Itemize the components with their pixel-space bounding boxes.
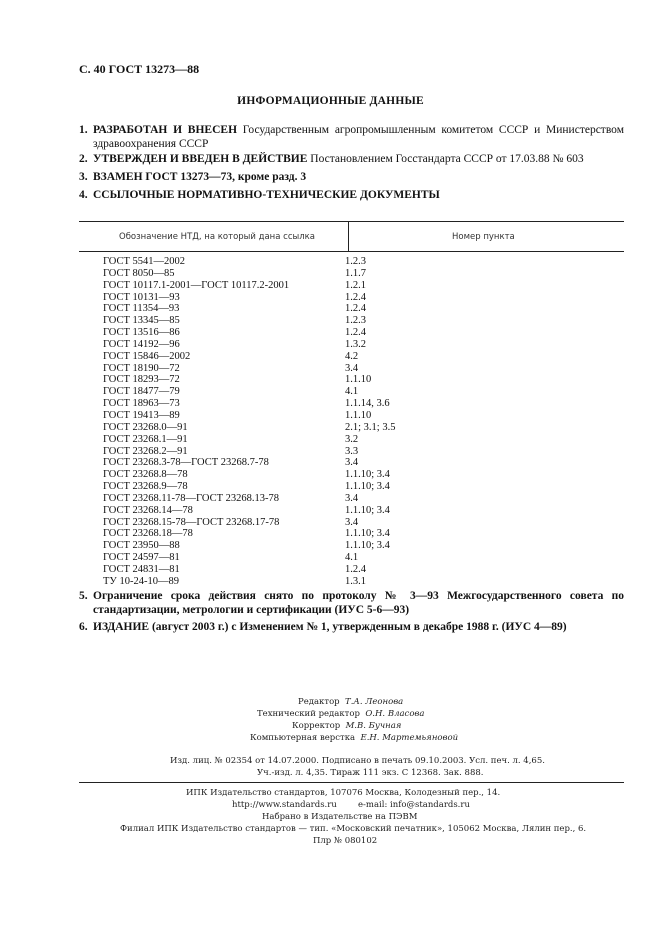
table-cell-document: ГОСТ 8050—85 — [103, 267, 175, 279]
table-cell-clause: 3.4 — [345, 492, 359, 504]
table-row — [103, 446, 543, 458]
table-cell-clause: 3.3 — [345, 445, 359, 457]
table-cell-document: ГОСТ 18293—72 — [103, 374, 180, 386]
imprint-corrector: Корректор М.В. Бучная — [292, 721, 402, 731]
table-row — [103, 422, 543, 434]
table-cell-clause: 1.2.3 — [345, 256, 366, 267]
table-cell-clause: 1.2.4 — [345, 327, 366, 339]
info-item-5 — [79, 589, 624, 617]
table-row — [103, 457, 543, 469]
table-cell-document: ГОСТ 23268.14—78 — [103, 504, 193, 516]
table-cell-document: ГОСТ 13345—85 — [103, 315, 180, 327]
table-row — [103, 351, 543, 363]
item-number: 5. — [79, 590, 88, 602]
table-cell-document: ГОСТ 18477—79 — [103, 386, 180, 398]
table-cell-document: ГОСТ 24831—81 — [103, 563, 180, 575]
table-cell-document: ГОСТ 23268.18—78 — [103, 528, 193, 540]
table-cell-document: ГОСТ 23268.15-78—ГОСТ 23268.17-78 — [103, 516, 280, 528]
table-row — [103, 398, 543, 410]
item-heading: ИЗДАНИЕ (август 2003 г.) с Изменением № 1, утвержденным в декабре 1988 г. (ИУС 4—89) — [93, 621, 567, 633]
table-cell-document: ГОСТ 10117.1-2001—ГОСТ 10117.2-2001 — [103, 279, 290, 291]
info-item-3 — [79, 170, 624, 184]
table-cell-clause: 1.3.2 — [345, 338, 366, 350]
table-row — [103, 505, 543, 517]
table-header-clause: Номер пункта — [452, 232, 515, 242]
table-cell-document: ГОСТ 23268.11-78—ГОСТ 23268.13-78 — [103, 492, 279, 504]
table-cell-document: ГОСТ 24597—81 — [103, 552, 180, 564]
table-cell-document: ГОСТ 14192—96 — [103, 338, 180, 350]
table-cell-document: ГОСТ 23268.9—78 — [103, 481, 188, 493]
table-cell-document: ТУ 10-24-10—89 — [103, 575, 179, 587]
imprint-tech-editor: Технический редактор О.Н. Власова — [257, 709, 425, 719]
table-cell-clause: 1.1.10; 3.4 — [345, 528, 390, 540]
imprint-website: http://www.standards.ru — [232, 800, 337, 810]
table-cell-clause: 1.1.10; 3.4 — [345, 481, 390, 493]
table-cell-clause: 1.1.10; 3.4 — [345, 540, 390, 552]
table-cell-document: ГОСТ 23268.2—91 — [103, 445, 188, 457]
imprint-line-7: Плр № 080102 — [313, 836, 378, 846]
imprint-line-3: ИПК Издательство стандартов, 107076 Москва, Колодезный пер., 14. — [186, 788, 501, 798]
table-row — [103, 280, 543, 292]
item-number: 2. — [79, 153, 88, 165]
table-cell-clause: 1.2.1 — [345, 279, 366, 291]
table-cell-document: ГОСТ 11354—93 — [103, 303, 180, 315]
table-cell-document: ГОСТ 13516—86 — [103, 327, 180, 339]
imprint-line-1: Изд. лиц. № 02354 от 14.07.2000. Подписано в печать 09.10.2003. Усл. печ. л. 4,65. — [170, 756, 545, 766]
table-cell-clause: 1.1.10 — [345, 409, 372, 421]
item-heading: УТВЕРЖДЕН И ВВЕДЕН В ДЕЙСТВИЕ — [93, 153, 308, 165]
table-cell-document: ГОСТ 15846—2002 — [103, 350, 191, 362]
table-row — [103, 552, 543, 564]
table-cell-clause: 1.2.4 — [345, 291, 366, 303]
table-cell-document: ГОСТ 23268.0—91 — [103, 421, 188, 433]
table-cell-clause: 2.1; 3.1; 3.5 — [345, 421, 396, 433]
table-cell-document: ГОСТ 18190—72 — [103, 362, 180, 374]
table-cell-document: ГОСТ 18963—73 — [103, 398, 180, 410]
imprint-line-2: Уч.-изд. л. 4,35. Тираж 111 экз. С 12368. Зак. 888. — [257, 768, 484, 778]
info-item-4 — [79, 188, 624, 202]
item-heading: РАЗРАБОТАН И ВНЕСЕН — [93, 124, 238, 136]
table-cell-clause: 1.3.1 — [345, 575, 366, 587]
item-heading: ВЗАМЕН ГОСТ 13273—73, кроме разд. 3 — [93, 171, 307, 183]
imprint-email: e-mail: info@standards.ru — [358, 800, 470, 810]
table-cell-document: ГОСТ 23268.8—78 — [103, 469, 188, 481]
table-top-rule — [79, 221, 624, 222]
info-item-6 — [79, 620, 624, 634]
table-row — [103, 292, 543, 304]
item-number: 3. — [79, 171, 88, 183]
section-title: ИНФОРМАЦИОННЫЕ ДАННЫЕ — [237, 95, 424, 107]
table-cell-clause: 4.1 — [345, 386, 359, 398]
imprint-divider — [79, 782, 624, 783]
table-row — [103, 481, 543, 493]
table-row — [103, 303, 543, 315]
item-heading: ССЫЛОЧНЫЕ НОРМАТИВНО-ТЕХНИЧЕСКИЕ ДОКУМЕНТЫ — [93, 189, 440, 201]
imprint-line-6: Филиал ИПК Издательство стандартов — тип. «Московский печатник», 105062 Москва, Лялин пер., 6. — [120, 824, 587, 834]
table-row — [103, 339, 543, 351]
imprint-line-5: Набрано в Издательстве на ПЭВМ — [262, 812, 418, 822]
table-cell-document: ГОСТ 5541—2002 — [103, 256, 186, 267]
imprint-editor: Редактор Т.А. Леонова — [298, 697, 404, 707]
info-item-1 — [79, 123, 624, 151]
table-row — [103, 434, 543, 446]
item-text: Постановлением Госстандарта СССР от 17.03.88 № 603 — [307, 153, 584, 165]
table-cell-clause: 4.1 — [345, 552, 359, 564]
table-cell-clause: 1.1.10; 3.4 — [345, 504, 390, 516]
table-cell-clause: 4.2 — [345, 350, 359, 362]
table-cell-document: ГОСТ 23268.1—91 — [103, 433, 188, 445]
item-number: 6. — [79, 621, 88, 633]
table-column-divider — [348, 221, 349, 251]
table-cell-clause: 1.1.10 — [345, 374, 372, 386]
table-cell-document: ГОСТ 23268.3-78—ГОСТ 23268.7-78 — [103, 457, 269, 469]
table-cell-document: ГОСТ 19413—89 — [103, 409, 180, 421]
reference-table-body — [103, 256, 543, 588]
item-number: 4. — [79, 189, 88, 201]
table-row — [103, 564, 543, 576]
table-row — [103, 315, 543, 327]
table-cell-clause: 3.2 — [345, 433, 359, 445]
table-cell-clause: 1.1.10; 3.4 — [345, 469, 390, 481]
table-cell-document: ГОСТ 23950—88 — [103, 540, 180, 552]
table-row — [103, 469, 543, 481]
table-row — [103, 576, 543, 588]
page-header: С. 40 ГОСТ 13273—88 — [79, 62, 200, 76]
info-item-2 — [79, 152, 624, 166]
table-header-doc: Обозначение НТД, на который дана ссылка — [119, 232, 315, 242]
table-cell-clause: 1.2.3 — [345, 315, 366, 327]
table-row — [103, 327, 543, 339]
table-row — [103, 493, 543, 505]
table-row — [103, 363, 543, 375]
table-row — [103, 256, 543, 268]
table-cell-clause: 1.1.7 — [345, 267, 366, 279]
table-row — [103, 540, 543, 552]
table-row — [103, 517, 543, 529]
table-cell-clause: 1.2.4 — [345, 303, 366, 315]
table-header-rule — [79, 251, 624, 252]
table-row — [103, 410, 543, 422]
item-text: Государственным агропромышленным комитетом СССР и Министерством здравоохранения СССР — [93, 124, 624, 150]
table-cell-clause: 3.4 — [345, 516, 359, 528]
table-cell-clause: 1.2.4 — [345, 563, 366, 575]
table-cell-document: ГОСТ 10131—93 — [103, 291, 180, 303]
table-row — [103, 386, 543, 398]
table-row — [103, 268, 543, 280]
table-cell-clause: 1.1.14, 3.6 — [345, 398, 390, 410]
item-heading: Ограничение срока действия снято по протоколу № 3—93 Межгосударственного совета по стандартизации, метрологии и сертификации (ИУС 5-6—93) — [93, 590, 624, 616]
table-row — [103, 374, 543, 386]
imprint-layout: Компьютерная верстка Е.Н. Мартемьяновой — [250, 733, 459, 743]
table-row — [103, 528, 543, 540]
item-number: 1. — [79, 124, 88, 136]
table-cell-clause: 3.4 — [345, 362, 359, 374]
table-cell-clause: 3.4 — [345, 457, 359, 469]
